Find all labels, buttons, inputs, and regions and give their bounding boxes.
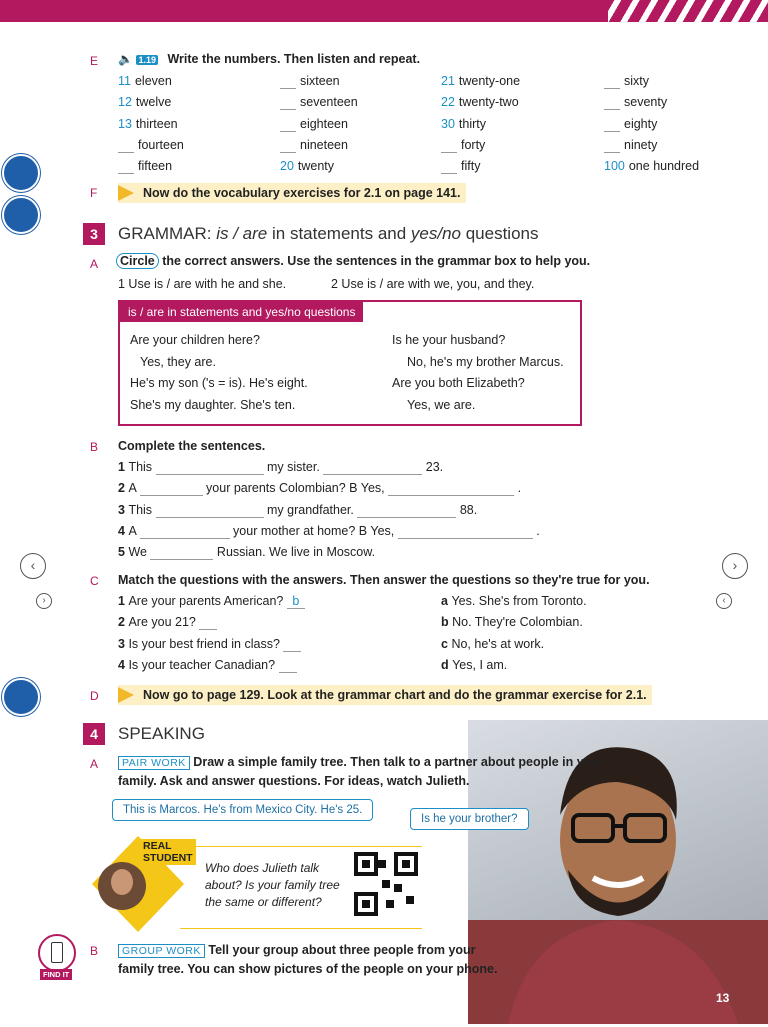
- sentence-text: A: [128, 481, 140, 496]
- answer-blank[interactable]: [156, 503, 264, 518]
- number-word: twenty-two: [458, 95, 519, 110]
- match-question: [118, 637, 301, 652]
- item-2: 2 Use is / are with we, you, and they.: [331, 277, 535, 291]
- number-word: eleven: [134, 74, 172, 88]
- pair-work-pill: PAIR WORK: [118, 756, 190, 770]
- cursor-icon[interactable]: [2, 196, 40, 234]
- sentence-text: B Yes,: [349, 481, 389, 496]
- cursor-icon[interactable]: [2, 678, 40, 716]
- number-item: [280, 117, 348, 132]
- item-number: 2: [118, 481, 129, 496]
- group-work-row: [118, 943, 476, 957]
- answer-text: No. They're Colombian.: [452, 615, 583, 630]
- circle-word: Circle: [116, 253, 159, 269]
- sentence-text: 23.: [422, 460, 444, 474]
- number-value[interactable]: [604, 74, 620, 89]
- sentence-text: B Yes,: [358, 523, 398, 538]
- number-word: twenty-one: [458, 74, 521, 88]
- item-number: 5: [118, 545, 129, 560]
- section-number: 3: [83, 223, 105, 245]
- number-item: [441, 95, 519, 109]
- number-word: one hundred: [628, 159, 700, 174]
- section-letter: A: [90, 757, 99, 771]
- match-answer: [441, 594, 587, 608]
- match-answer-blank[interactable]: b: [287, 594, 305, 609]
- sentence-text: my grandfather.: [263, 502, 358, 517]
- cursor-icon[interactable]: [2, 154, 40, 192]
- sentence-text: .: [514, 481, 522, 496]
- number-item: [118, 74, 172, 88]
- answer-blank[interactable]: [156, 460, 264, 475]
- number-word: thirteen: [135, 116, 178, 131]
- number-item: [604, 138, 657, 153]
- number-item: [441, 138, 485, 153]
- number-word: fifty: [461, 159, 481, 174]
- item-number: 3: [118, 636, 129, 651]
- number-word: eighty: [624, 116, 658, 131]
- number-word: eighteen: [300, 116, 348, 131]
- number-value[interactable]: [604, 95, 620, 110]
- divider: [180, 928, 422, 929]
- arrow-icon: [118, 185, 134, 201]
- sentence-text: your parents Colombian?: [202, 481, 350, 496]
- page-number: 13: [716, 991, 730, 1005]
- section-letter: F: [90, 186, 98, 200]
- section-letter: E: [90, 54, 99, 68]
- number-item: [604, 159, 699, 173]
- section-letter: B: [90, 440, 99, 454]
- speech-bubble: Is he your brother?: [410, 808, 529, 830]
- number-word: fourteen: [138, 137, 184, 152]
- grammar-example: Are you both Elizabeth?: [392, 376, 525, 390]
- next-small-button[interactable]: ‹: [716, 593, 732, 609]
- number-word: twenty: [297, 159, 335, 174]
- match-answer: [441, 615, 583, 629]
- phone-icon[interactable]: [38, 934, 76, 972]
- answer-text: No, he's at work.: [451, 636, 545, 651]
- number-value: 21: [441, 74, 455, 88]
- number-value: 11: [118, 74, 131, 88]
- number-value[interactable]: [280, 95, 296, 110]
- question-text: Is your best friend in class?: [128, 636, 284, 651]
- vocab-instruction: Now do the vocabulary exercises for 2.1 on page 141.: [143, 186, 461, 200]
- sentence-row: [118, 460, 443, 475]
- grammar-example: Is he your husband?: [392, 333, 506, 347]
- group-work-line2: family tree. You can show pictures of the people on your phone.: [118, 962, 498, 976]
- number-word: thirty: [458, 116, 486, 131]
- number-item: [280, 95, 358, 110]
- section-b-instruction: Complete the sentences.: [118, 439, 266, 453]
- number-item: [118, 95, 171, 109]
- next-page-button[interactable]: ›: [722, 553, 748, 579]
- match-question: [118, 594, 305, 609]
- answer-text: Yes. She's from Toronto.: [451, 594, 587, 608]
- grammar-example: He's my son ('s = is). He's eight.: [130, 376, 308, 390]
- number-value[interactable]: [280, 117, 296, 132]
- grammar-example: Are your children here?: [130, 333, 260, 347]
- item-number: 4: [118, 657, 129, 672]
- number-value[interactable]: [280, 138, 296, 153]
- group-work-pill: GROUP WORK: [118, 944, 205, 958]
- answer-blank[interactable]: [398, 524, 533, 539]
- section-c-instruction: Match the questions with the answers. Then answer the questions so they're true for you.: [118, 573, 650, 587]
- question-text: Are your parents American?: [128, 594, 287, 608]
- sentence-row: [118, 503, 477, 518]
- number-value: 30: [441, 116, 455, 131]
- grammar-example: Yes, they are.: [140, 355, 216, 369]
- section-letter: A: [90, 257, 99, 271]
- real-student-question: Who does Julieth talk about? Is your family tree the same or different?: [205, 861, 340, 909]
- find-it-label: FIND IT: [40, 969, 72, 980]
- number-value[interactable]: [604, 117, 620, 132]
- qr-code[interactable]: [354, 852, 418, 916]
- answer-letter: b: [441, 615, 453, 630]
- item-number: 1: [118, 460, 129, 474]
- answer-blank[interactable]: [357, 503, 456, 518]
- number-item: [280, 74, 340, 89]
- pair-work-row: [118, 755, 604, 769]
- answer-blank[interactable]: [140, 481, 203, 496]
- sentence-text: A: [128, 523, 140, 538]
- sentence-row: [118, 481, 521, 496]
- number-word: fifteen: [138, 159, 173, 174]
- number-value[interactable]: [280, 74, 296, 89]
- section-letter: B: [90, 944, 99, 958]
- number-word: nineteen: [300, 137, 348, 152]
- number-value[interactable]: [118, 159, 134, 174]
- number-item: [118, 138, 184, 153]
- prev-small-button[interactable]: ›: [36, 593, 52, 609]
- match-answer: [441, 637, 544, 651]
- section-letter: C: [90, 574, 99, 588]
- item-number: 2: [118, 615, 129, 630]
- number-item: [118, 159, 172, 174]
- number-value: 13: [118, 116, 132, 131]
- match-answer-blank[interactable]: [279, 658, 297, 673]
- answer-text: Yes, I am.: [452, 657, 508, 672]
- number-word: ninety: [624, 137, 658, 152]
- number-value[interactable]: [441, 138, 457, 153]
- prev-page-button[interactable]: ‹: [20, 553, 46, 579]
- arrow-icon: [118, 687, 134, 703]
- speech-bubble: This is Marcos. He's from Mexico City. He's 25.: [112, 799, 373, 821]
- number-value[interactable]: [441, 159, 457, 174]
- match-answer-blank[interactable]: [199, 615, 217, 630]
- top-banner-stripes: [608, 0, 768, 22]
- number-item: [441, 117, 486, 131]
- divider: [180, 846, 422, 847]
- number-value: 100: [604, 159, 625, 174]
- number-item: [441, 159, 480, 174]
- sentence-text: your mother at home?: [229, 523, 359, 538]
- answer-letter: d: [441, 657, 453, 672]
- sentence-text: We: [128, 545, 151, 560]
- answer-blank[interactable]: [150, 545, 213, 560]
- item-number: 3: [118, 502, 129, 517]
- answer-letter: a: [441, 594, 452, 608]
- sentence-row: [118, 524, 540, 539]
- question-text: Is your teacher Canadian?: [128, 657, 279, 672]
- number-word: twelve: [135, 95, 172, 110]
- pair-work-line1: Draw a simple family tree. Then talk to a partner about people in your: [193, 755, 604, 769]
- sentence-text: my sister.: [263, 460, 324, 474]
- audio-track-badge[interactable]: 1.19: [138, 55, 156, 65]
- number-item: [604, 74, 649, 89]
- number-value: 22: [441, 95, 455, 110]
- number-item: [604, 117, 657, 132]
- number-value[interactable]: [118, 138, 134, 153]
- grammar-box-title: is / are in statements and yes/no questions: [120, 302, 363, 322]
- number-value[interactable]: [604, 138, 620, 153]
- number-word: sixty: [624, 74, 649, 88]
- grammar-example: No, he's my brother Marcus.: [407, 355, 564, 369]
- item-number: 4: [118, 523, 129, 538]
- number-word: sixteen: [300, 74, 340, 88]
- grammar-example: Yes, we are.: [407, 398, 476, 412]
- pair-work-line2: family. Ask and answer questions. For ideas, watch Julieth.: [118, 774, 470, 788]
- answer-blank[interactable]: [388, 481, 514, 496]
- answer-blank[interactable]: [140, 524, 230, 539]
- instruction-text: Write the numbers. Then listen and repeat.: [167, 52, 421, 66]
- number-word: seventy: [624, 95, 668, 110]
- sentence-text: 88.: [456, 502, 478, 517]
- section-e-instruction-row: [118, 52, 420, 66]
- section-number: 4: [83, 723, 105, 745]
- real-student-label: REAL STUDENT: [140, 839, 196, 865]
- number-value: 12: [118, 95, 132, 110]
- match-question: [118, 658, 297, 673]
- group-work-line1: Tell your group about three people from your: [208, 943, 476, 957]
- answer-letter: c: [441, 636, 452, 651]
- sentence-row: [118, 545, 375, 560]
- number-item: [441, 74, 520, 88]
- section-a-instruction: Circle the correct answers. Use the sentences in the grammar box to help you.: [116, 254, 590, 268]
- number-item: [280, 159, 334, 173]
- match-answer: [441, 658, 507, 672]
- sentence-text: Russian. We live in Moscow.: [213, 545, 376, 560]
- sentence-text: This: [128, 502, 156, 517]
- number-word: seventeen: [300, 95, 358, 110]
- number-value: 20: [280, 159, 294, 174]
- match-question: [118, 615, 217, 630]
- item-1: 1 Use is / are with he and she.: [118, 277, 287, 291]
- answer-blank[interactable]: [323, 460, 422, 475]
- number-word: forty: [461, 137, 486, 152]
- item-number: 1: [118, 594, 129, 608]
- speaker-icon[interactable]: 🔈: [118, 52, 133, 66]
- match-answer-blank[interactable]: [283, 637, 301, 652]
- section-title: SPEAKING: [118, 724, 205, 743]
- number-item: [280, 138, 348, 153]
- number-item: [118, 117, 178, 131]
- sentence-text: .: [532, 523, 540, 538]
- sentence-text: This: [128, 460, 156, 474]
- number-item: [604, 95, 667, 110]
- grammar-instruction: Now go to page 129. Look at the grammar chart and do the grammar exercise for 2.1.: [143, 688, 647, 702]
- section-title: GRAMMAR: is / are in statements and yes/no questions: [118, 224, 539, 243]
- question-text: Are you 21?: [128, 615, 200, 630]
- grammar-example: She's my daughter. She's ten.: [130, 398, 296, 412]
- section-letter: D: [90, 689, 99, 703]
